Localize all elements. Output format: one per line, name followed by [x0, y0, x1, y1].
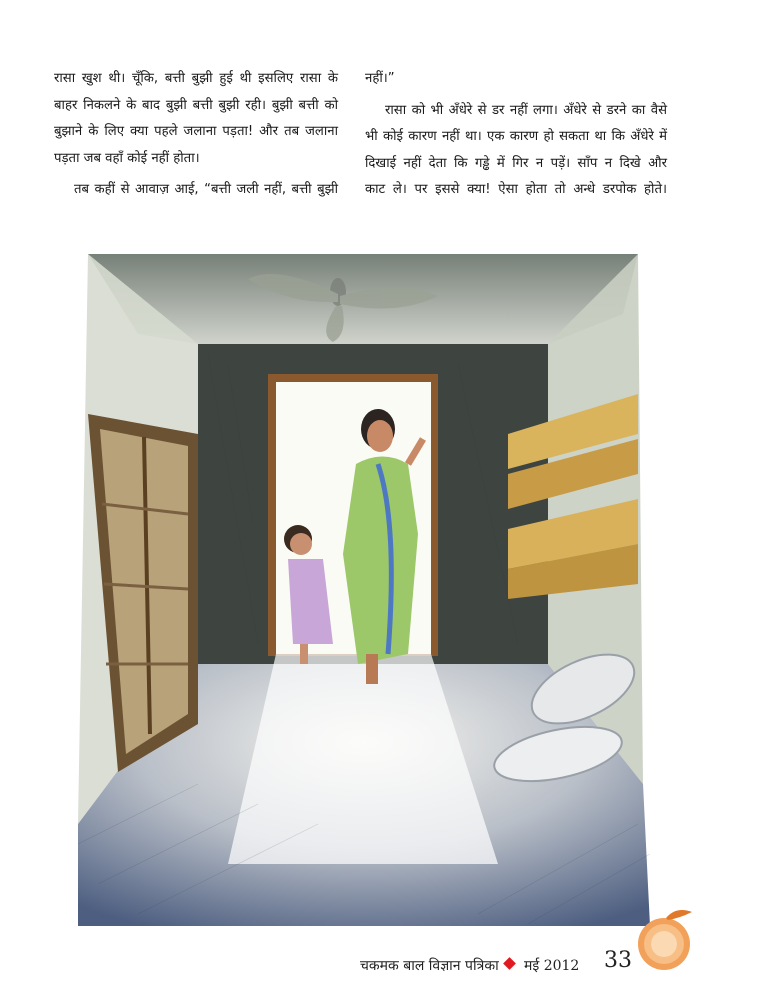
paragraph-line: रासा खुश थी। चूँकि, बत्ती बुझी हुई थी इसलिए रासा के [54, 71, 338, 86]
diamond-icon [503, 957, 516, 970]
paragraph-line: नहीं।” [365, 71, 395, 86]
magazine-name: चकमक बाल विज्ञान पत्रिका [360, 958, 499, 974]
paragraph-line: काट ले। पर इससे क्या! ऐसा होता तो अन्धे डरपोक होते। [365, 182, 667, 197]
paragraph-line: दिखाई नहीं देता कि गड्ढे में गिर न पड़ें। साँप न दिखे और [365, 155, 667, 171]
text-column-right [365, 66, 667, 204]
paragraph-line: पड़ता जब वहाँ कोई नहीं होता। [54, 150, 200, 166]
text-column-left [54, 66, 338, 204]
orange-logo-icon [632, 904, 702, 974]
paragraph-line: बाहर निकलने के बाद बुझी बत्ती बुझी रही। बुझी बत्ती को [54, 97, 338, 113]
paragraph-line: बुझाने के लिए क्या पहले जलाना पड़ता! और तब जलाना [54, 124, 338, 139]
paragraph-line: भी कोई कारण नहीं था। एक कारण हो सकता था कि अँधेरे में [365, 129, 667, 144]
story-illustration [78, 224, 650, 926]
paragraph-line: रासा को भी अँधेरे से डर नहीं लगा। अँधेरे से डरने का वैसे [385, 102, 667, 118]
paragraph-line: तब कहीं से आवाज़ आई, “बत्ती जली नहीं, बत्ती बुझी [74, 182, 338, 197]
issue-date: मई 2012 [524, 958, 580, 974]
page-number: 33 [604, 948, 632, 973]
